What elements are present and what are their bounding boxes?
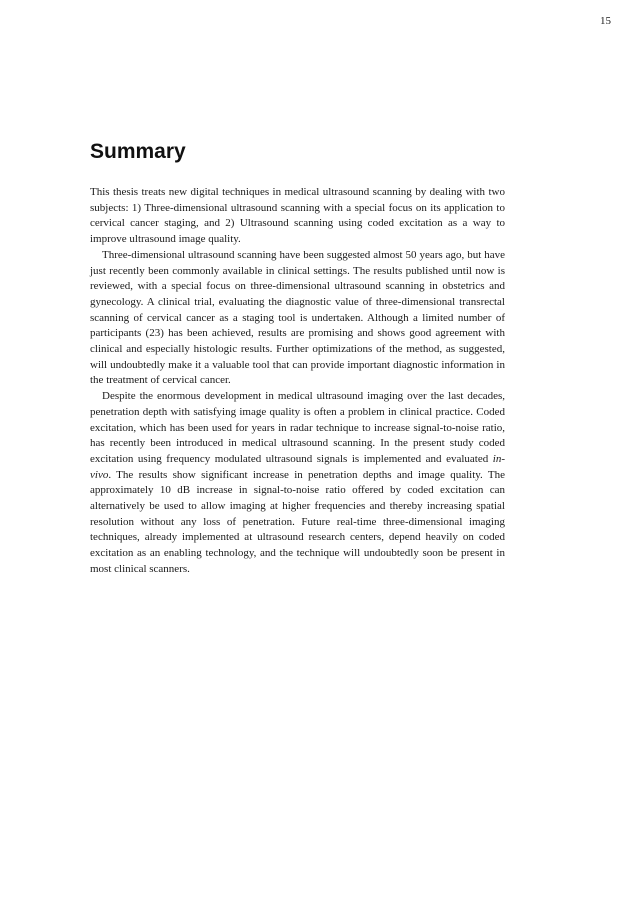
section-heading: Summary [90,140,186,163]
paragraph-3d-scanning: Three-dimensional ultrasound scanning have been suggested almost 50 years ago, but have just recently been commonly available in clinical settings. The results published until now is reviewed, with a special focus on three-dimensional ultrasound scanning in obstetrics and gynecology. A clinical trial, evaluating the diagnostic value of three-dimensional transrectal scanning of cervical cancer as a staging tool is undertaken. Although a limited number of participants (23) has been achieved, results are promising and shows good agreement with clinical and especially histologic results. Further optimizations of the method, as suggested, will undoubtedly make it a valuable tool that can provide important diagnostic information in the treatment of cervical cancer. [90,248,505,387]
page-number: 15 [600,15,611,27]
summary-body [90,185,505,578]
paragraph-text-before: Despite the enormous development in medical ultrasound imaging over the last decades, penetration depth with satisfying image quality is often a problem in clinical practice. Coded excitation, which has been used for years in radar technique to increase signal-to-noise ratio, has recently been introduced in medical ultrasound scanning. In the present study coded excitation using frequency modulated ultrasound signals is implemented and evaluated [90,390,505,465]
paragraph-coded-excitation [90,389,505,577]
emphasis-in-vivo: in-vivo [90,452,505,481]
paragraph-intro: This thesis treats new digital techniques in medical ultrasound scanning by dealing with two subjects: 1) Three-dimensional ultrasound scanning with a special focus on its application to cervical cancer staging, and 2) Ultrasound scanning using coded excitation as a way to improve ultrasound image quality. [90,186,505,246]
paragraph-text-after: . The results show significant increase in penetration depths and image quality. The approximately 10 dB increase in signal-to-noise ratio offered by coded excitation can alternatively be used to allow imaging at higher frequencies and thereby increasing spatial resolution without any loss of penetration. Future real-time three-dimensional imaging techniques, already implemented at ultrasound research centers, depend heavily on coded excitation as an enabling technology, and the technique will undoubtedly soon be present in most clinical scanners. [90,468,505,575]
